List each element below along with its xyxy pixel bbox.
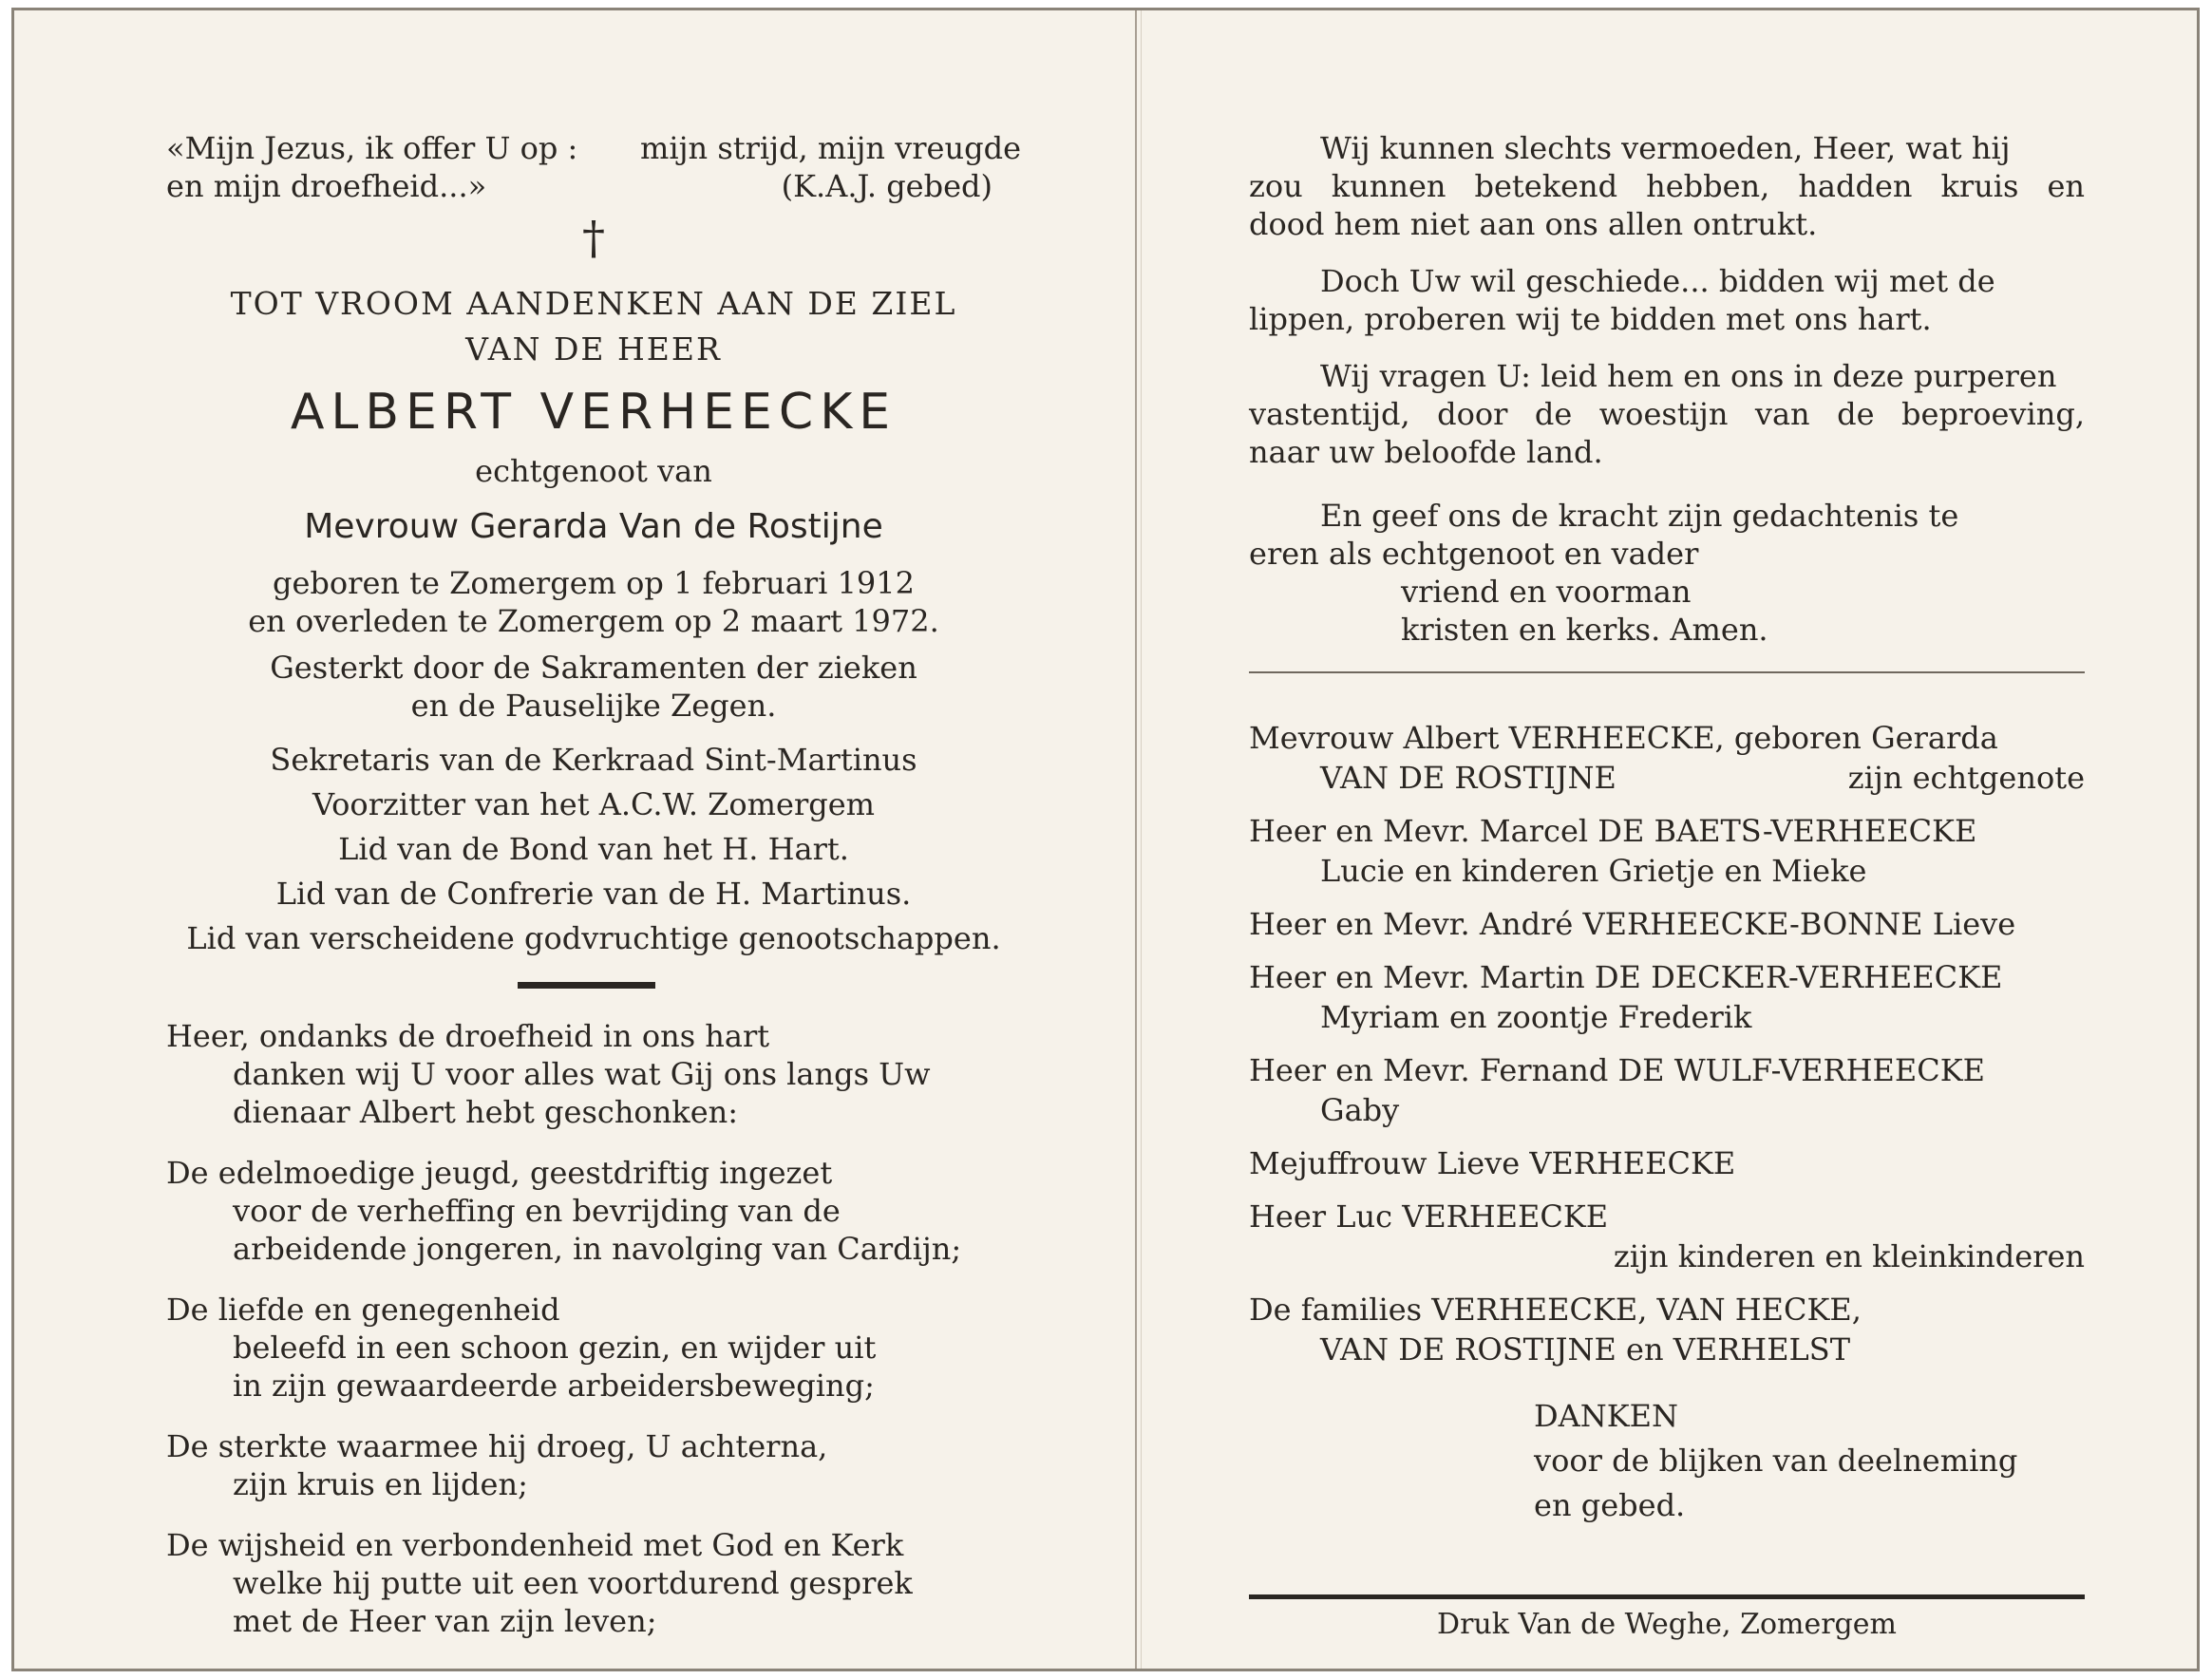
card-fold-shadow	[1141, 10, 1142, 1669]
text-line: Wij vragen U: leid hem en ons in deze purperen	[1320, 358, 2057, 394]
family-name: VAN DE ROSTIJNE	[1320, 760, 1616, 796]
separator-line	[1249, 671, 2085, 673]
prayer-line: De edelmoedige jeugd, geestdriftig ingezet	[166, 1155, 833, 1191]
prayer-line: voor de verheffing en bevrijding van de	[233, 1193, 841, 1229]
footer-rule	[1249, 1594, 2085, 1599]
prayer-line: danken wij U voor alles wat Gij ons langs Uw	[233, 1056, 931, 1092]
divider-bar	[518, 982, 655, 989]
family-line: Mevrouw Albert VERHEECKE, geboren Gerarda	[1249, 720, 1998, 756]
family-entry	[1249, 718, 2085, 798]
family-line: zijn kinderen en kleinkinderen	[1613, 1238, 2085, 1274]
prayer-line: welke hij putte uit een voortdurend gesprek	[233, 1565, 913, 1601]
motto-line1-left: «Mijn Jezus, ik offer U op :	[166, 130, 578, 166]
family-line: Heer en Mevr. André VERHEECKE-BONNE Lieve	[1249, 906, 2016, 942]
reflection-paragraph-3	[1249, 357, 2085, 471]
role-item: Lid van verscheidene godvruchtige genootschappen.	[186, 920, 1001, 956]
family-line: Heer en Mevr. Fernand DE WULF-VERHEECKE	[1249, 1052, 1985, 1088]
family-line: Heer Luc VERHEECKE	[1249, 1198, 1609, 1235]
reflection-paragraph-2	[1249, 262, 2085, 338]
prayer-line: met de Heer van zijn leven;	[233, 1603, 657, 1639]
family-entry	[1249, 957, 2085, 1037]
family-line: VAN DE ROSTIJNE en VERHELST	[1320, 1331, 1851, 1368]
motto-line2-left: en mijn droefheid...»	[166, 168, 487, 204]
text-line: En geef ons de kracht zijn gedachtenis te	[1320, 498, 1959, 534]
dedication-line1: TOT VROOM AANDENKEN AAN DE ZIEL	[230, 285, 957, 322]
family-line: Lucie en kinderen Grietje en Mieke	[1320, 853, 1867, 889]
prayer-line: beleefd in een schoon gezin, en wijder uit	[233, 1330, 877, 1366]
thanks-line: voor de blijken van deelneming	[1534, 1443, 2018, 1479]
deceased-name: ALBERT VERHEECKE	[290, 384, 898, 441]
prayer-line: zijn kruis en lijden;	[233, 1466, 528, 1502]
text-line: eren als echtgenoot en vader	[1249, 536, 1699, 572]
family-line: Myriam en zoontje Frederik	[1320, 999, 1752, 1035]
role-item: Lid van de Bond van het H. Hart.	[338, 831, 849, 867]
reflection-paragraph-4	[1249, 497, 2085, 649]
text-line: zou kunnen betekend hebben, hadden kruis en	[1249, 168, 2085, 204]
dedication-line2: VAN DE HEER	[465, 330, 722, 368]
family-relation: zijn echtgenote	[1847, 760, 2085, 796]
family-entry	[1249, 1197, 2085, 1276]
text-line: naar uw beloofde land.	[1249, 434, 1603, 470]
cross-icon: †	[582, 212, 605, 265]
prayer-line: De sterkte waarmee hij droeg, U achterna,	[166, 1428, 828, 1464]
role-item: Sekretaris van de Kerkraad Sint-Martinus	[270, 742, 917, 778]
roles-list	[166, 738, 1021, 961]
prayer-paragraph	[166, 1154, 1021, 1268]
death-line: en overleden te Zomergem op 2 maart 1972.	[248, 603, 939, 639]
text-line: lippen, proberen wij te bidden met ons hart.	[1249, 301, 1932, 337]
motto-line2-right: (K.A.J. gebed)	[781, 168, 993, 204]
family-entry	[1249, 1143, 2085, 1183]
prayer-line: in zijn gewaardeerde arbeidersbeweging;	[233, 1368, 875, 1404]
prayer-line: De wijsheid en verbondenheid met God en Kerk	[166, 1527, 904, 1563]
family-entry	[1249, 904, 2085, 944]
text-line: Wij kunnen slechts vermoeden, Heer, wat hij	[1320, 130, 2011, 166]
thanks-block	[1534, 1394, 2085, 1528]
family-entry	[1249, 1050, 2085, 1130]
spouse-label: echtgenoot van	[475, 453, 712, 489]
sacraments-line2: en de Pauselijke Zegen.	[410, 688, 777, 724]
thanks-line: en gebed.	[1534, 1487, 1686, 1523]
text-line: vriend en voorman	[1401, 574, 1692, 610]
prayer-line: arbeidende jongeren, in navolging van Cardijn;	[233, 1231, 962, 1267]
sacraments-line1: Gesterkt door de Sakramenten der zieken	[270, 650, 917, 686]
life-dates	[166, 564, 1021, 640]
text-line: Doch Uw wil geschiede... bidden wij met de	[1320, 263, 1995, 299]
prayer-line: Heer, ondanks de droefheid in ons hart	[166, 1018, 770, 1054]
thanks-heading: DANKEN	[1534, 1398, 1679, 1434]
family-line: Gaby	[1320, 1092, 1400, 1128]
family-line: De families VERHEECKE, VAN HECKE,	[1249, 1292, 1862, 1328]
reflection-paragraph-1	[1249, 129, 2085, 243]
family-line: Heer en Mevr. Marcel DE BAETS-VERHEECKE	[1249, 813, 1977, 849]
sacraments	[166, 649, 1021, 725]
prayer-paragraph	[166, 1526, 1021, 1640]
family-line	[1249, 758, 2085, 798]
spouse-name: Mevrouw Gerarda Van de Rostijne	[304, 507, 883, 546]
text-line: vastentijd, door de woestijn van de beproeving,	[1249, 396, 2085, 432]
prayer-paragraph	[166, 1427, 1021, 1503]
text-line: dood hem niet aan ons allen ontrukt.	[1249, 206, 1818, 242]
family-list	[1249, 718, 2085, 1383]
motto-line1-right: mijn strijd, mijn vreugde	[640, 130, 1021, 166]
role-item: Voorzitter van het A.C.W. Zomergem	[312, 786, 875, 822]
dedication-title	[166, 281, 1021, 372]
birth-line: geboren te Zomergem op 1 februari 1912	[272, 565, 915, 601]
role-item: Lid van de Confrerie van de H. Martinus.	[275, 876, 912, 912]
family-entry	[1249, 811, 2085, 891]
family-line: Heer en Mevr. Martin DE DECKER-VERHEECKE	[1249, 959, 2003, 995]
family-line: Mejuffrouw Lieve VERHEECKE	[1249, 1145, 1736, 1181]
prayer-paragraph	[166, 1291, 1021, 1405]
text-line: kristen en kerks. Amen.	[1401, 612, 1768, 648]
printer-credit: Druk Van de Weghe, Zomergem	[1437, 1608, 1897, 1641]
prayer-text	[166, 1017, 1021, 1663]
family-entry	[1249, 1290, 2085, 1369]
prayer-line: De liefde en genegenheid	[166, 1292, 560, 1328]
motto	[166, 129, 1021, 205]
prayer-paragraph	[166, 1017, 1021, 1131]
memorial-card	[11, 8, 2200, 1671]
prayer-line: dienaar Albert hebt geschonken:	[233, 1094, 739, 1130]
card-fold	[1135, 10, 1137, 1669]
